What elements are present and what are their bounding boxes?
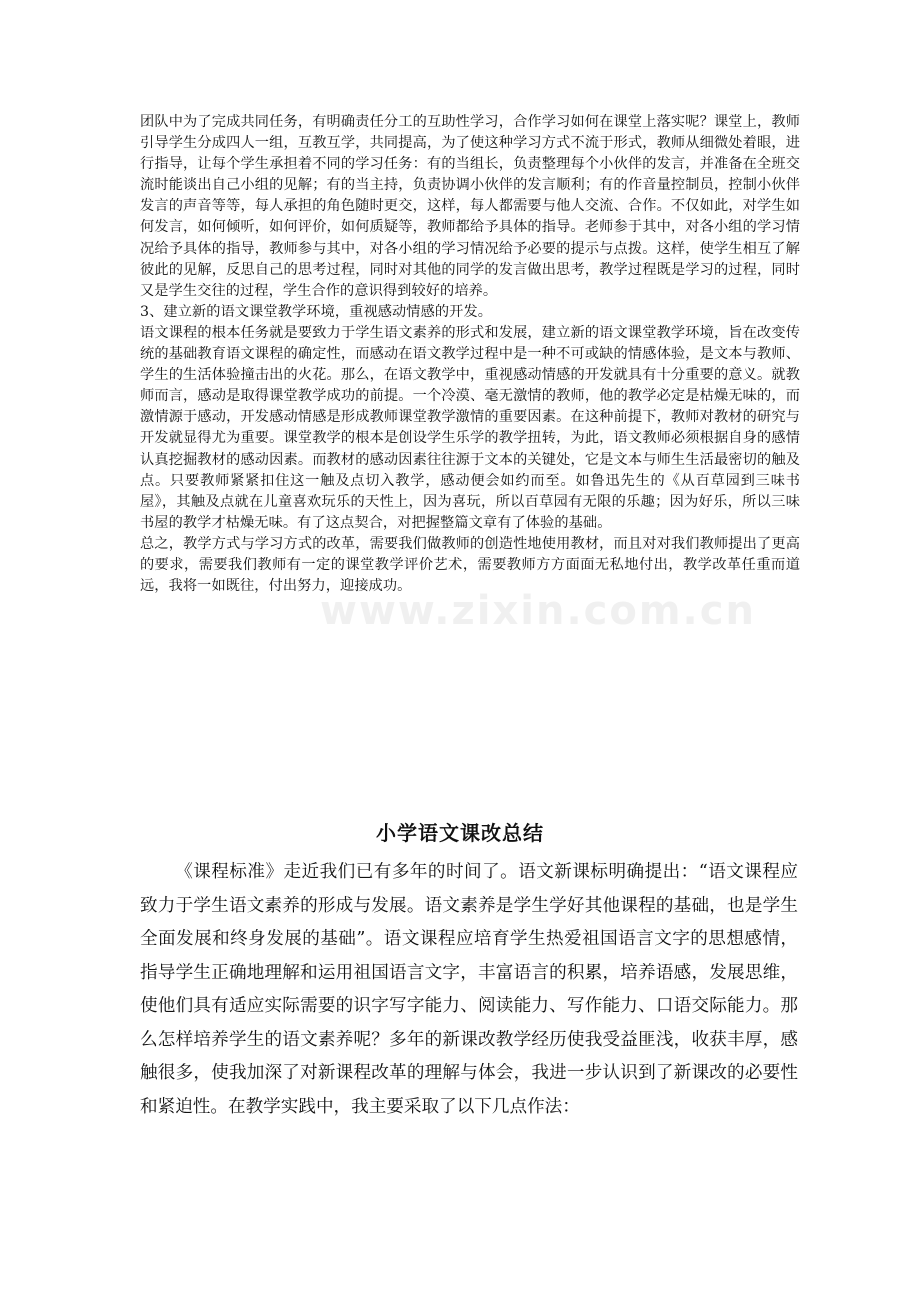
page-title: 小学语文课改总结 — [376, 821, 544, 845]
paragraph-cooperative-learning: 团队中为了完成共同任务，有明确责任分工的互助性学习，合作学习如何在课堂上落实呢？课堂上，教师引导学生分成四人一组，互教互学，共同提高，为了使这种学习方式不流于形式，教师从细微处着眼，进行指导，让每个学生承担着不同的学习任务：有的当组长，负责整理每个小伙伴的发言，并准备在全班交流时能谈出自己小组的见解；有的当主持，负责协调小伙伴的发言顺利；有的作音量控制员，控制小伙伴发言的声音等等，每人承担的角色随时更交，这样，每人都需要与他人交流、合作。不仅如此，对学生如何发言，如何倾听，如何评价，如何质疑等，教师都给予具体的指导。老师参于其中，对各小组的学习情况给予具体的指导，教师参与其中，对各小组的学习情况给予必要的提示与点拨。这样，使学生相互了解彼此的见解，反思自己的思考过程，同时对其他的同学的发言做出思考，教学过程既是学习的过程，同时又是学生交往的过程，学生合作的意识得到较好的培养。 — [140, 114, 800, 299]
section-heading-3: 3、建立新的语文课堂教学环境，重视感动情感的开发。 — [140, 303, 493, 320]
upper-text-block — [140, 112, 800, 597]
lower-text-block — [140, 856, 798, 1124]
paragraph-emotion: 语文课程的根本任务就是要致力于学生语文素养的形式和发展，建立新的语文课堂教学环境，旨在改变传统的基础教育语文课程的确定性，而感动在语文教学过程中是一种不可或缺的情感体验，是文本与教师、学生的生活体验撞击出的火花。那么，在语文教学中，重视感动情感的开发就具有十分重要的意义。就教师而言，感动是取得课堂教学成功的前提。一个冷漠、毫无激情的教师，他的教学必定是枯燥无味的，而激情源于感动，开发感动情感是形成教师课堂教学激情的重要因素。在这种前提下，教师对教材的研究与开发就显得尤为重要。课堂教学的根本是创设学生乐学的教学扭转，为此，语文教师必须根据自身的感情认真挖掘教材的感动因素。而教材的感动因素往往源于文本的关键处，它是文本与师生生活最密切的触及点。只要教师紧紧扣住这一触及点切入教学，感动便会如约而至。如鲁迅先生的《从百草园到三味书屋》，其触及点就在儿童喜欢玩乐的天性上，因为喜玩，所以百草园有无限的乐趣；因为好乐，所以三味书屋的教学才枯燥无味。有了这点契合，对把握整篇文章有了体验的基础。 — [140, 324, 800, 531]
watermark: www.zixin.com.cn — [320, 588, 756, 634]
paragraph-conclusion: 总之，教学方式与学习方式的改革，需要我们做教师的创造性地使用教材，而且对对我们教师提出了更高的要求，需要我们教师有一定的课堂教学评价艺术，需要教师方方面面无私地付出，教学改革任重而道远，我将一如既往，付出努力，迎接成功。 — [140, 535, 800, 595]
paragraph-intro: 《课程标准》走近我们已有多年的时间了。语文新课标明确提出：“语文课程应致力于学生语文素养的形成与发展。语文素养是学生学好其他课程的基础，也是学生全面发展和终身发展的基础”。语文课程应培育学生热爱祖国语言文字的思想感情，指导学生正确地理解和运用祖国语言文字，丰富语言的积累，培养语感，发展思维，使他们具有适应实际需要的识字写字能力、阅读能力、写作能力、口语交际能力。那么怎样培养学生的语文素养呢？多年的新课改教学经历使我受益匪浅，收获丰厚，感触很多，使我加深了对新课程改革的理解与体会，我进一步认识到了新课改的必要性和紧迫性。在教学实践中，我主要采取了以下几点作法： — [140, 862, 798, 1117]
